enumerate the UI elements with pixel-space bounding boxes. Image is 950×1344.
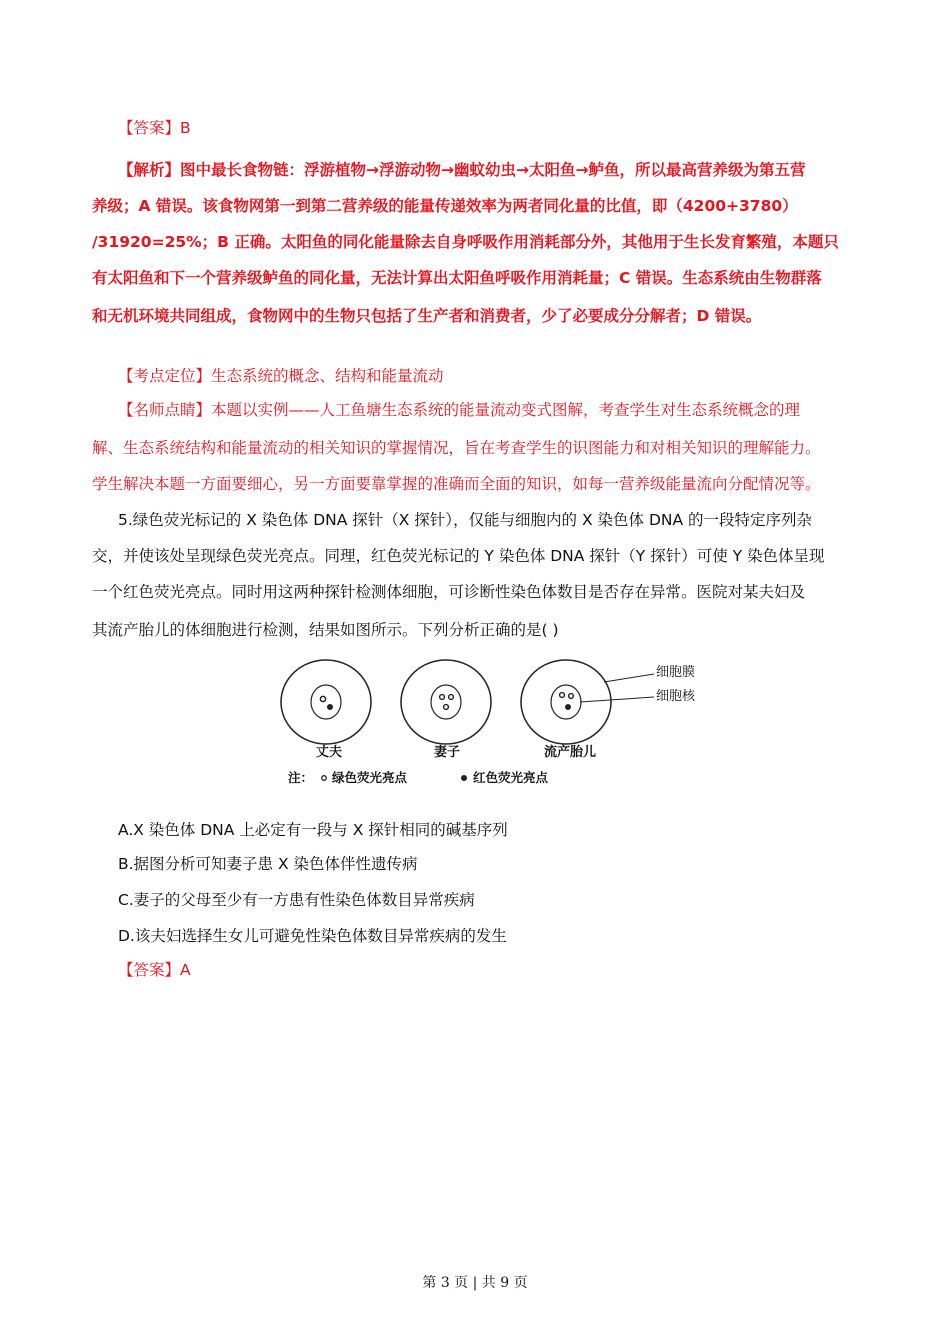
label-husband: 丈夫	[316, 745, 343, 760]
answer-2: 【答案】A	[118, 961, 191, 979]
option-b: B.据图分析可知妻子患 X 染色体伴性遗传病	[118, 855, 418, 873]
legend-red-marker	[461, 775, 467, 781]
cell-diagram	[276, 657, 706, 793]
cell-nucleus	[431, 685, 461, 719]
mingshi-line: 【名师点睛】本题以实例——人工鱼塘生态系统的能量流动变式图解，考查学生对生态系统概念的理	[118, 401, 801, 419]
legend-green-text: 绿色荧光亮点	[332, 770, 408, 785]
analysis-line: /31920=25%；B 正确。太阳鱼的同化能量除去自身呼吸作用消耗部分外，其他用于生长发育繁殖，本题只	[92, 233, 839, 251]
analysis-line: 养级；A 错误。该食物网第一到第二营养级的能量传递效率为两者同化量的比值，即（4200+3780）	[92, 197, 798, 215]
green-dot	[449, 695, 454, 700]
membrane-callout-line	[604, 674, 654, 682]
green-dot	[444, 705, 449, 710]
cell-membrane	[521, 660, 611, 744]
green-dot	[569, 694, 574, 699]
option-a: A.X 染色体 DNA 上必定有一段与 X 探针相同的碱基序列	[118, 821, 508, 839]
callout-nucleus: 细胞核	[656, 689, 696, 704]
analysis-line: 有太阳鱼和下一个营养级鲈鱼的同化量，无法计算出太阳鱼呼吸作用消耗量；C 错误。生态系统由生物群落	[92, 269, 822, 287]
cell-membrane	[401, 660, 491, 744]
question-line: 5.绿色荧光标记的 X 染色体 DNA 探针（X 探针），仅能与细胞内的 X 染色体 DNA 的一段特定序列杂	[118, 511, 813, 529]
legend-red-text: 红色荧光亮点	[473, 770, 549, 785]
option-c: C.妻子的父母至少有一方患有性染色体数目异常疾病	[118, 891, 475, 909]
mingshi-line: 学生解决本题一方面要细心，另一方面要靠掌握的准确而全面的知识，如每一营养级能量流向分配情况等。	[92, 475, 821, 493]
question-line: 其流产胎儿的体细胞进行检测，结果如图所示。下列分析正确的是( )	[92, 621, 559, 639]
page-footer: 第 3 页 | 共 9 页	[422, 1275, 528, 1291]
green-dot	[320, 696, 325, 701]
label-fetus: 流产胎儿	[544, 745, 597, 760]
nucleus-callout-line	[580, 697, 654, 702]
legend-green-marker	[322, 776, 327, 781]
mingshi-line: 解、生态系统结构和能量流动的相关知识的掌握情况，旨在考查学生的识图能力和对相关知识的理解能力。	[92, 439, 821, 457]
cell-nucleus	[551, 685, 581, 719]
cell-membrane	[281, 660, 371, 744]
answer-1: 【答案】B	[118, 119, 191, 137]
callout-membrane: 细胞膜	[656, 665, 696, 680]
label-wife: 妻子	[434, 745, 461, 760]
green-dot	[440, 695, 445, 700]
red-dot	[327, 704, 333, 710]
option-d: D.该夫妇选择生女儿可避免性染色体数目异常疾病的发生	[118, 927, 507, 945]
question-line: 交，并使该处呈现绿色荧光亮点。同理，红色荧光标记的 Y 染色体 DNA 探针（Y 探针）可使 Y 染色体呈现	[92, 547, 825, 565]
analysis-line: 和无机环境共同组成，食物网中的生物只包括了生产者和消费者，少了必要成分分解者；D 错误。	[92, 307, 762, 325]
analysis-line: 【解析】图中最长食物链：浮游植物→浮游动物→幽蚊幼虫→太阳鱼→鲈鱼，所以最高营养级为第五营	[118, 161, 806, 179]
cell-nucleus	[311, 685, 341, 719]
green-dot	[560, 693, 565, 698]
legend-prefix: 注：	[288, 770, 314, 785]
red-dot	[565, 704, 571, 710]
question-line: 一个红色荧光亮点。同时用这两种探针检测体细胞，可诊断性染色体数目是否存在异常。医院对某夫妇及	[92, 583, 806, 601]
kaodian-line: 【考点定位】生态系统的概念、结构和能量流动	[118, 367, 444, 385]
